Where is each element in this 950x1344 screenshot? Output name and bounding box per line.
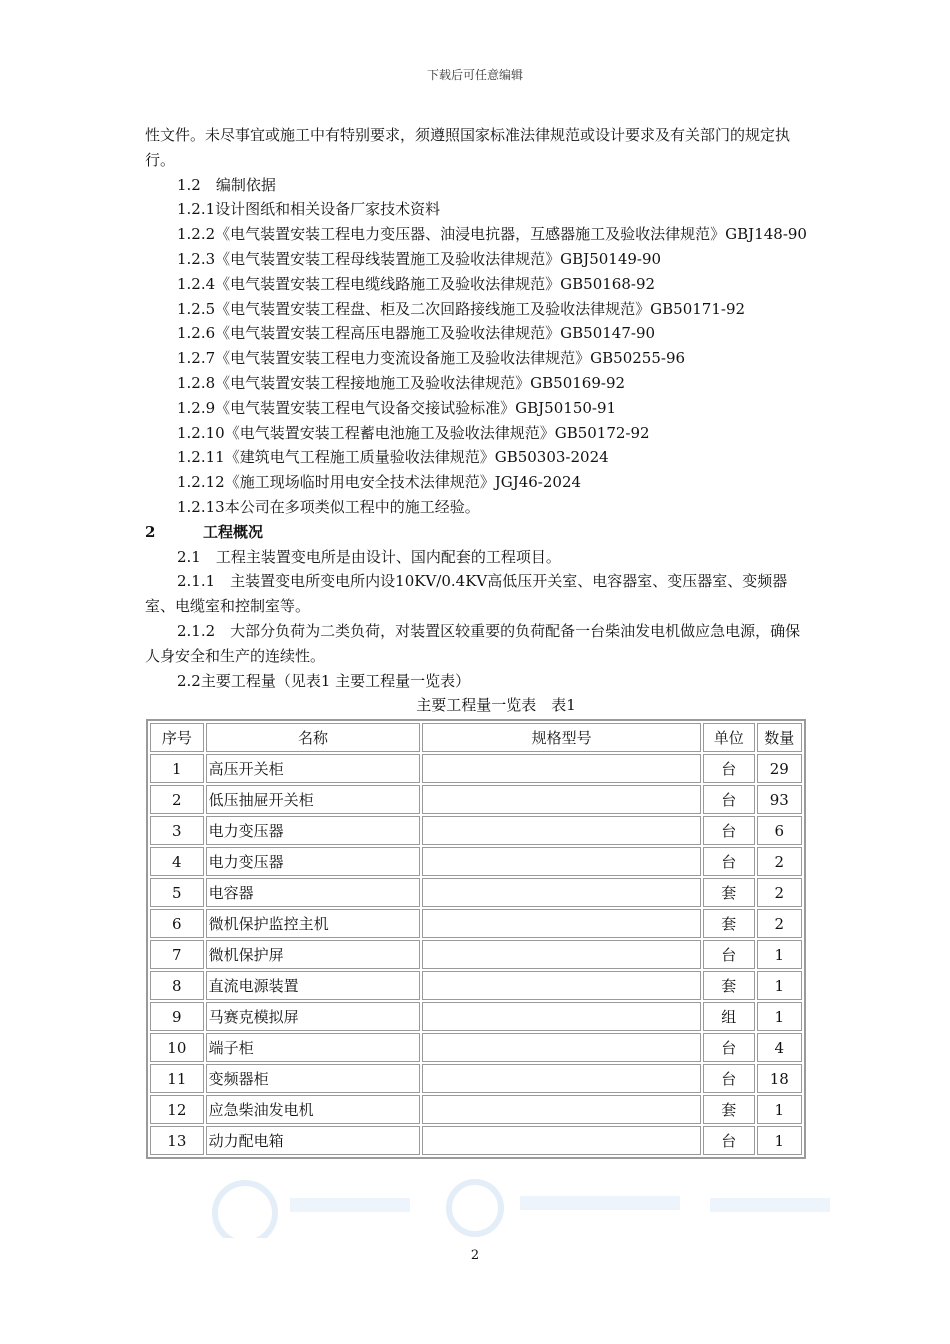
cell-quantity: 2 — [757, 878, 802, 907]
cell-spec — [422, 1033, 701, 1062]
cell-spec — [422, 1064, 701, 1093]
cell-spec — [422, 940, 701, 969]
cell-quantity: 6 — [757, 816, 802, 845]
paragraph: 1.2.11《建筑电气工程施工质量验收法律规范》GB50303-2024 — [177, 448, 609, 467]
paragraph: 1.2.2《电气装置安装工程电力变压器、油浸电抗器，互感器施工及验收法律规范》GBJ148-90 — [177, 225, 807, 244]
table-row — [150, 940, 802, 969]
cell-quantity: 1 — [757, 940, 802, 969]
cell-quantity: 93 — [757, 785, 802, 814]
cell-index: 2 — [150, 785, 204, 814]
cell-name: 电容器 — [206, 878, 421, 907]
cell-unit: 套 — [703, 878, 755, 907]
cell-spec — [422, 847, 701, 876]
header-cell-name: 名称 — [206, 723, 421, 752]
paragraph: 1.2.1设计图纸和相关设备厂家技术资料 — [177, 200, 441, 219]
table-row — [150, 754, 802, 783]
section-title: 工程概况 — [203, 522, 264, 541]
table-row — [150, 909, 802, 938]
cell-quantity: 2 — [757, 847, 802, 876]
quantity-table — [146, 719, 806, 1159]
cell-name: 变频器柜 — [206, 1064, 421, 1093]
header-cell-unit: 单位 — [703, 723, 755, 752]
cell-index: 4 — [150, 847, 204, 876]
table-row — [150, 1033, 802, 1062]
table-row — [150, 1095, 802, 1124]
cell-spec — [422, 1002, 701, 1031]
table-row — [150, 1002, 802, 1031]
paragraph: 1.2.12《施工现场临时用电安全技术法律规范》JGJ46-2024 — [177, 473, 582, 492]
cell-index: 1 — [150, 754, 204, 783]
cell-name: 低压抽屉开关柜 — [206, 785, 421, 814]
cell-quantity: 1 — [757, 1002, 802, 1031]
cell-quantity: 4 — [757, 1033, 802, 1062]
cell-quantity: 1 — [757, 971, 802, 1000]
cell-spec — [422, 878, 701, 907]
cell-unit: 台 — [703, 1064, 755, 1093]
cell-spec — [422, 971, 701, 1000]
cell-unit: 台 — [703, 1033, 755, 1062]
cell-name: 马赛克模拟屏 — [206, 1002, 421, 1031]
paragraph: 1.2.9《电气装置安装工程电气设备交接试验标准》GBJ50150-91 — [177, 398, 617, 417]
paragraph: 1.2.8《电气装置安装工程接地施工及验收法律规范》GB50169-92 — [177, 373, 626, 392]
watermark-graphic — [190, 1168, 850, 1238]
cell-index: 3 — [150, 816, 204, 845]
paragraph: 1.2.5《电气装置安装工程盘、柜及二次回路接线施工及验收法律规范》GB50171-92 — [177, 299, 746, 318]
section-number: 2 — [145, 522, 156, 541]
section-paragraphs — [145, 545, 807, 694]
cell-index: 11 — [150, 1064, 204, 1093]
document-body — [145, 123, 807, 1159]
table-row — [150, 816, 802, 845]
cell-index: 8 — [150, 971, 204, 1000]
section-paragraph: 2.2主要工程量（见表1 主要工程量一览表） — [177, 671, 471, 690]
intro-paragraphs — [145, 123, 807, 520]
cell-quantity: 18 — [757, 1064, 802, 1093]
table-body — [150, 754, 802, 1155]
section-paragraph: 2.1.2 大部分负荷为二类负荷，对装置区较重要的负荷配备一台柴油发电机做应急电源，确保人身安全和生产的连续性。 — [145, 621, 801, 665]
cell-unit: 台 — [703, 785, 755, 814]
section-paragraph: 2.1 工程主装置变电所是由设计、国内配套的工程项目。 — [177, 547, 561, 566]
cell-unit: 台 — [703, 816, 755, 845]
cell-index: 13 — [150, 1126, 204, 1155]
cell-name: 电力变压器 — [206, 816, 421, 845]
table-caption: 主要工程量一览表 表1 — [416, 696, 576, 715]
cell-spec — [422, 785, 701, 814]
cell-spec — [422, 909, 701, 938]
cell-unit: 台 — [703, 940, 755, 969]
table-row — [150, 971, 802, 1000]
paragraph: 1.2.10《电气装置安装工程蓄电池施工及验收法律规范》GB50172-92 — [177, 423, 650, 442]
paragraph: 1.2.6《电气装置安装工程高压电器施工及验收法律规范》GB50147-90 — [177, 324, 656, 343]
cell-spec — [422, 1126, 701, 1155]
cell-index: 5 — [150, 878, 204, 907]
paragraph: 1.2.13本公司在多项类似工程中的施工经验。 — [177, 497, 480, 516]
section-heading — [145, 520, 807, 545]
cell-spec — [422, 1095, 701, 1124]
cell-name: 电力变压器 — [206, 847, 421, 876]
table-row — [150, 1126, 802, 1155]
cell-unit: 套 — [703, 909, 755, 938]
table-row — [150, 785, 802, 814]
cell-unit: 台 — [703, 754, 755, 783]
paragraph: 1.2.7《电气装置安装工程电力变流设备施工及验收法律规范》GB50255-96 — [177, 349, 686, 368]
table-row — [150, 1064, 802, 1093]
cell-unit: 台 — [703, 847, 755, 876]
header-cell-index: 序号 — [150, 723, 204, 752]
cell-index: 6 — [150, 909, 204, 938]
cell-unit: 组 — [703, 1002, 755, 1031]
cell-index: 10 — [150, 1033, 204, 1062]
cell-index: 12 — [150, 1095, 204, 1124]
cell-name: 微机保护屏 — [206, 940, 421, 969]
cell-index: 9 — [150, 1002, 204, 1031]
cell-quantity: 1 — [757, 1095, 802, 1124]
header-cell-spec: 规格型号 — [422, 723, 701, 752]
cell-name: 高压开关柜 — [206, 754, 421, 783]
header-cell-quantity: 数量 — [757, 723, 802, 752]
cell-quantity: 2 — [757, 909, 802, 938]
cell-name: 动力配电箱 — [206, 1126, 421, 1155]
cell-quantity: 29 — [757, 754, 802, 783]
cell-name: 应急柴油发电机 — [206, 1095, 421, 1124]
page-number: 2 — [470, 1248, 480, 1263]
paragraph: 1.2.3《电气装置安装工程母线装置施工及验收法律规范》GBJ50149-90 — [177, 249, 662, 268]
cell-spec — [422, 754, 701, 783]
cell-spec — [422, 816, 701, 845]
table-row — [150, 847, 802, 876]
cell-name: 直流电源装置 — [206, 971, 421, 1000]
cell-unit: 套 — [703, 971, 755, 1000]
cell-name: 端子柜 — [206, 1033, 421, 1062]
cell-unit: 套 — [703, 1095, 755, 1124]
cell-index: 7 — [150, 940, 204, 969]
section-paragraph: 2.1.1 主装置变电所变电所内设10KV/0.4KV高低压开关室、电容器室、变压器室、变频器室、电缆室和控制室等。 — [145, 572, 788, 616]
cell-name: 微机保护监控主机 — [206, 909, 421, 938]
paragraph: 性文件。未尽事宜或施工中有特别要求，须遵照国家标准法律规范或设计要求及有关部门的规定执行。 — [145, 126, 791, 169]
paragraph: 1.2 编制依据 — [177, 175, 276, 194]
cell-unit: 台 — [703, 1126, 755, 1155]
paragraph: 1.2.4《电气装置安装工程电缆线路施工及验收法律规范》GB50168-92 — [177, 274, 656, 293]
page-header: 下载后可任意编辑 — [426, 68, 523, 82]
cell-quantity: 1 — [757, 1126, 802, 1155]
table-row — [150, 878, 802, 907]
table-header-row — [150, 723, 802, 752]
